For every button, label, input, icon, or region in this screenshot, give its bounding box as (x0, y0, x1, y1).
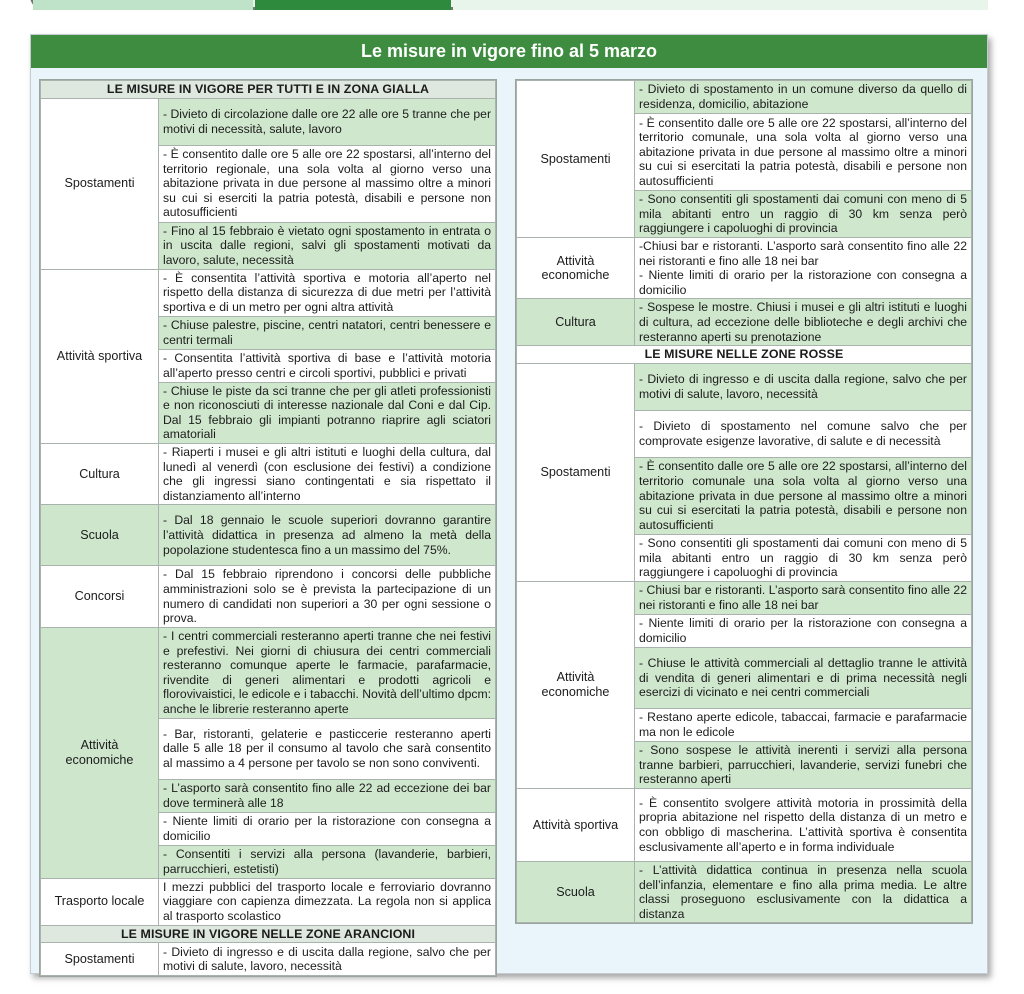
table-row (517, 788, 972, 861)
measure-item: - Divieto di spostamento nel comune salvo che per comprovate esigenze lavorative, di salute e di necessità (635, 410, 972, 457)
right-column (515, 79, 973, 924)
measure-item: - Dal 15 febbraio riprendono i concorsi delle pubbliche amministrazioni solo se è prevista la partecipazione di un numero di candidati non superiori a 30 per ogni sessione o prova. (159, 566, 496, 627)
top-decorative-frame (30, 0, 988, 10)
table-row (41, 505, 496, 566)
measure-item: - È consentita l’attività sportiva e motoria all’aperto nel rispetto della distanza di sicurezza di due metri per l’attività sportiva e di un metro per ogni altra attività (159, 269, 496, 316)
measure-item: - Chiuse le attività commerciali al dettaglio tranne le attività di vendita di generi alimentari e di prima necessità negli esercizi di vicinato e nei centri commerciali (635, 647, 972, 708)
measure-item: - Restano aperte edicole, tabaccai, farmacie e parafarmacie ma non le edicole (635, 708, 972, 741)
measure-item: - Sono consentiti gli spostamenti dai comuni con meno di 5 mila abitanti entro un raggio di 30 km senza però raggiungere i capoluoghi di provincia (635, 191, 972, 238)
category-label: Spostamenti (517, 363, 635, 581)
measure-item: - Divieto di ingresso e di uscita dalla regione, salvo che per motivi di salute, lavoro, necessità (159, 943, 496, 976)
table-row (41, 98, 496, 145)
measure-item: - Fino al 15 febbraio è vietato ogni spostamento in entrata o in uscita dalle regioni, salvi gli spostamenti motivati da lavoro, salute, necessità (159, 222, 496, 269)
measure-item: - Consentiti i servizi alla persona (lavanderie, barbieri, parrucchieri, estetisti) (159, 845, 496, 878)
measure-item: - È consentito svolgere attività motoria in prossimità della propria abitazione nel rispetto della distanza di un metro e con obbligo di mascherina. L’attività sportiva è consentita esclusivamente all’aperto e in forma individuale (635, 788, 972, 861)
measure-item: - Divieto di circolazione dalle ore 22 alle ore 5 tranne che per motivi di necessità, salute, lavoro (159, 98, 496, 145)
table-row (41, 627, 496, 718)
table-row (41, 443, 496, 504)
category-label: Attività economiche (517, 581, 635, 788)
category-label: Spostamenti (41, 98, 159, 269)
measure-item: - Riaperti i musei e gli altri istituti e luoghi della cultura, dal lunedì al venerdì (con esclusione dei festivi) a condizione che gli ingressi siano contingentati e sia rispettato il distanziamento all’interno (159, 443, 496, 504)
frame-segment-active (255, 0, 451, 10)
table-row (517, 363, 972, 410)
category-label: Attività sportiva (517, 788, 635, 861)
frame-segment (453, 0, 988, 10)
table-row (517, 861, 972, 922)
category-label: Attività economiche (41, 627, 159, 878)
table-row (517, 81, 972, 114)
measure-item: - Chiuse le piste da sci tranne che per gli atleti professionisti e non riconosciuti di interesse nazionale dal Coni e dal Cip. Dal 15 febbraio gli impianti potranno riaprire agli sciatori amatoriali (159, 382, 496, 443)
measure-item: - Divieto di spostamento in un comune diverso da quello di residenza, domicilio, abitazione (635, 81, 972, 114)
table-row (41, 943, 496, 976)
left-column (39, 79, 497, 977)
category-label: Scuola (41, 505, 159, 566)
measure-item: - Divieto di ingresso e di uscita dalla regione, salvo che per motivi di salute, lavoro, necessità (635, 363, 972, 410)
section-header-rosse: LE MISURE NELLE ZONE ROSSE (517, 346, 972, 364)
table-row (517, 238, 972, 299)
section-header-gialla: LE MISURE IN VIGORE PER TUTTI E IN ZONA GIALLA (41, 81, 496, 99)
measure-item: - È consentito dalle ore 5 alle ore 22 spostarsi, all’interno del territorio regionale, una sola volta al giorno verso una abitazione privata in due persone al massimo oltre a minori su cui si eserciti la patria potestà, disabili e persone non autosufficienti (159, 145, 496, 222)
category-label: Concorsi (41, 566, 159, 627)
measure-item: - Niente limiti di orario per la ristorazione con consegna a domicilio (635, 614, 972, 647)
measure-item: - Chiusi bar e ristoranti. L’asporto sarà consentito fino alle 22 nei ristoranti e fino alle 18 nei bar (635, 581, 972, 614)
measure-item: - Consentita l’attività sportiva di base e l’attività motoria all’aperto presso centri e circoli sportivi, pubblici e privati (159, 349, 496, 382)
section-header-arancioni: LE MISURE IN VIGORE NELLE ZONE ARANCIONI (41, 925, 496, 943)
measure-item: - Dal 18 gennaio le scuole superiori dovranno garantire l’attività didattica in presenza ad almeno la metà della popolazione studentesca fino a un massimo del 75%. (159, 505, 496, 566)
measure-item: I mezzi pubblici del trasporto locale e ferroviario dovranno viaggiare con capienza dimezzata. La regola non si applica al trasporto scolastico (159, 878, 496, 925)
table-row (41, 566, 496, 627)
category-label: Trasporto locale (41, 878, 159, 925)
measure-item: - Chiuse palestre, piscine, centri natatori, centri benessere e centri termali (159, 316, 496, 349)
table-row (41, 878, 496, 925)
category-label: Cultura (517, 299, 635, 346)
measure-item: -Chiusi bar e ristoranti. L’asporto sarà consentito fino alle 22 nei ristoranti e fino alle 18 nei bar - Niente limiti di orario per la ristorazione con consegna a domicilio (635, 238, 972, 299)
measure-item: - Niente limiti di orario per la ristorazione con consegna a domicilio (159, 812, 496, 845)
measure-item: - Sono sospese le attività inerenti i servizi alla persona tranne barbieri, parrucchieri, lavanderie, servizi funebri che resteranno aperti (635, 741, 972, 788)
table-row (517, 299, 972, 346)
banner-title: Le misure in vigore fino al 5 marzo (31, 35, 987, 68)
measure-item: - I centri commerciali resteranno aperti tranne che nei festivi e prefestivi. Nei giorni di chiusura dei centri commerciali resteranno comunque aperte le farmacie, parafarmacie, rivendite di generi alimentari e prodotti agricoli e florovivaistici, le edicole e i tabacchi. Novità dell’ultimo dpcm: anche le librerie resteranno aperte (159, 627, 496, 718)
category-label: Spostamenti (41, 943, 159, 976)
measure-item: - Sospese le mostre. Chiusi i musei e gli altri istituti e luoghi di cultura, ad eccezione delle biblioteche e degli archivi che resteranno aperti su prenotazione (635, 299, 972, 346)
measure-item: - Bar, ristoranti, gelaterie e pasticcerie resteranno aperti dalle 5 alle 18 per il consumo al tavolo che sarà consentito al massimo a 4 persone per tavolo se non sono conviventi. (159, 718, 496, 779)
frame-segment (33, 0, 253, 10)
category-label: Cultura (41, 443, 159, 504)
table-row (517, 581, 972, 614)
category-label: Attività sportiva (41, 269, 159, 443)
category-label: Attività economiche (517, 238, 635, 299)
table-row (41, 269, 496, 316)
category-label: Spostamenti (517, 81, 635, 238)
measure-item: - È consentito dalle ore 5 alle ore 22 spostarsi, all’interno del territorio comunale una sola volta al giorno verso una abitazione privata in due persone al massimo oltre a minori su cui si esercitati la patria potestà, disabili e persone non autosufficienti (635, 457, 972, 534)
measure-item: - È consentito dalle ore 5 alle ore 22 spostarsi, all’interno del territorio comunale, una sola volta al giorno verso una abitazione privata in due persone al massimo oltre a minori su cui si esercitati la patria potestà, disabili e persone non autosufficienti (635, 114, 972, 191)
measure-item: - L’attività didattica continua in presenza nella scuola dell’infanzia, elementare e fino alla prima media. Le altre classi proseguono esclusivamente con la didattica a distanza (635, 861, 972, 922)
left-table (40, 80, 496, 976)
measure-item: - L’asporto sarà consentito fino alle 22 ad eccezione dei bar dove terminerà alle 18 (159, 779, 496, 812)
category-label: Scuola (517, 861, 635, 922)
measures-card (30, 34, 988, 974)
right-table (516, 80, 972, 923)
measure-item: - Sono consentiti gli spostamenti dai comuni con meno di 5 mila abitanti entro un raggio di 30 km senza però raggiungere i capoluoghi di provincia (635, 534, 972, 581)
